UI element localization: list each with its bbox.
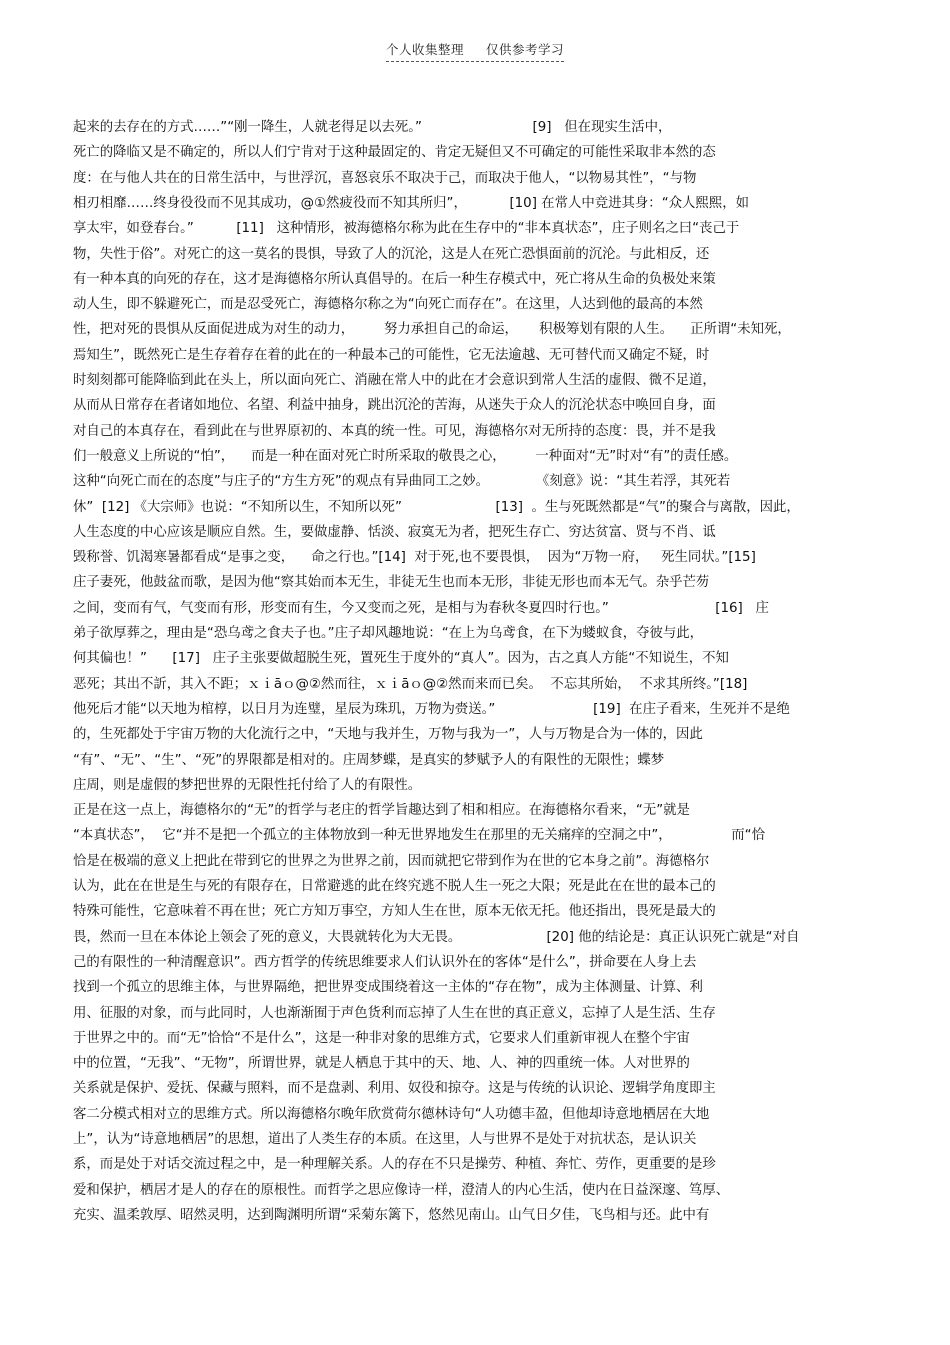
text-line: 上”，认为“诗意地栖居”的思想，道出了人类生存的本质。在这里，人与世界不是处于对抗状态，是认识关 [73, 1132, 697, 1147]
text-line: 人生态度的中心应该是顺应自然。生，要做虚静、恬淡、寂寞无为者，把死生存亡、穷达贫富、贤与不肖、诋 [73, 524, 716, 540]
text-line: 休” [12] 《大宗师》也说：“不知所以生，不知所以死” [13] 。生与死既然都是“气”的聚合与离散，因此， [73, 499, 800, 515]
text-line: 庄周，则是虚假的梦把世界的无限性托付给了人的有限性。 [73, 777, 422, 793]
text-line: 时刻刻都可能降临到此在头上，所以面向死亡、消融在常人中的此在才会意识到常人生活的虚假、微不足道， [73, 373, 716, 388]
text-line: 物，失性于俗”。对死亡的这一莫名的畏惧，导致了人的沉沦，这是人在死亡恐惧面前的沉沦。与此相反，还 [73, 246, 710, 262]
header-left-text: 个人收集整理 [385, 42, 464, 57]
text-line: 他死后才能“以天地为棺椁，以日月为连璧，星辰为珠玑，万物为赍送。” [19] 在庄子看来，生死并不是绝 [73, 701, 790, 717]
text-line: 们一般意义上所说的“怕”， 而是一种在面对死亡时所采取的敬畏之心， 一种面对“无”时对“有”的责任感。 [73, 448, 738, 464]
text-line: “本真状态”， 它“并不是把一个孤立的主体物放到一种无世界地发生在那里的无关痛痒的空洞之中”， 而“恰 [73, 828, 765, 844]
text-line: 对自己的本真存在，看到此在与世界原初的、本真的统一性。可见，海德格尔对无所持的态度：畏，并不是我 [73, 423, 716, 439]
text-line: 有一种本真的向死的存在，这才是海德格尔所认真倡导的。在后一种生存模式中，死亡将从生命的负极处来策 [73, 271, 716, 287]
text-line: 客二分模式相对立的思维方式。所以海德格尔晚年欣赏荷尔德林诗句“人功德丰盈，但他却诗意地栖居在大地 [73, 1106, 710, 1122]
text-line: 度：在与他人共在的日常生活中，与世浮沉，喜怒哀乐不取决于己，而取决于他人，“以物易其性”，“与物 [73, 170, 697, 186]
text-line: 起来的去存在的方式……”“刚一降生，人就老得足以去死。” [9] 但在现实生活中， [73, 120, 672, 135]
text-line: “有”、“无”、“生”、“死”的界限都是相对的。庄周梦蝶，是真实的梦赋予人的有限性的无限性；蝶梦 [73, 752, 665, 768]
text-line: 于世界之中的。而“无”恰恰“不是什么”，这是一种非对象的思维方式，它要求人们重新审视人在整个宇宙 [73, 1030, 690, 1046]
text-line: 这种“向死亡而在的态度”与庄子的“方生方死”的观点有异曲同工之妙。 《刻意》说：“其生若浮，其死若 [73, 474, 731, 490]
text-line: 何其偏也！” [17] 庄子主张要做超脱生死，置死生于度外的“真人”。因为，古之真人方能“不知说生，不知 [73, 651, 729, 667]
text-line: 享太牢，如登春台。” [11] 这种情形，被海德格尔称为此在生存中的“非本真状态”，庄子则名之曰“丧己于 [73, 221, 740, 237]
text-line: 找到一个孤立的思维主体，与世界隔绝，把世界变成围绕着这一主体的“存在物”，成为主体测量、计算、利 [73, 980, 703, 996]
text-line: 之间，变而有气，气变而有形，形变而有生，今又变而之死，是相与为春秋冬夏四时行也。” [16] 庄 [73, 600, 769, 616]
text-line: 动人生，即不躲避死亡，而是忍受死亡，海德格尔称之为“向死亡而存在”。在这里，人达到他的最高的本然 [73, 297, 703, 313]
text-line: 关系就是保护、爱抚、保藏与照料，而不是盘剥、利用、奴役和掠夺。这是与传统的认识论、逻辑学角度即主 [73, 1081, 716, 1097]
text-line: 充实、温柔敦厚、昭然灵明，达到陶渊明所谓“采菊东篱下，悠然见南山。山气日夕佳，飞鸟相与还。此中有 [73, 1207, 710, 1223]
text-line: 死亡的降临又是不确定的，所以人们宁肯对于这种最固定的、肯定无疑但又不可确定的可能性采取非本然的态 [73, 145, 716, 161]
text-line: 中的位置，“无我”、“无物”，所谓世界，就是人栖息于其中的天、地、人、神的四重统一体。人对世界的 [73, 1056, 690, 1072]
text-line: 恰是在极端的意义上把此在带到它的世界之为世界之前，因而就把它带到作为在世的它本身之前”。海德格尔 [73, 853, 710, 869]
text-line: 正是在这一点上，海德格尔的“无”的哲学与老庄的哲学旨趣达到了相和相应。在海德格尔看来，“无”就是 [73, 803, 690, 819]
text-line: 弟子欲厚葬之，理由是“恐乌鸢之食夫子也。”庄子却风趣地说：“在上为乌鸢食，在下为蝼蚁食，夺彼与此， [73, 626, 704, 641]
text-line: 用、征服的对象，而与此同时，人也渐渐囿于声色货利而忘掉了人生在世的真正意义，忘掉了人是生活、生存 [73, 1005, 716, 1021]
text-line: 焉知生”，既然死亡是生存着存在着的此在的一种最本己的可能性，它无法逾越、无可替代而又确定不疑，时 [73, 347, 710, 363]
text-line: 恶死；其出不訢，其入不距；ｘｉāｏ@②然而往，ｘｉāｏ@②然而来而已矣。 不忘其所始， 不求其所终。”[18] [73, 676, 748, 692]
text-line: 己的有限性的一种清醒意识”。西方哲学的传统思维要求人们认识外在的客体“是什么”，拼命要在人身上去 [73, 954, 697, 970]
text-line: 庄子妻死，他鼓盆而歌，是因为他“察其始而本无生，非徒无生也而本无形，非徒无形也而本无气。杂乎芒芴 [73, 575, 710, 591]
text-line: 从而从日常存在者诸如地位、名望、利益中抽身，跳出沉沦的苦海，从迷失于众人的沉沦状态中唤回自身，面 [73, 398, 716, 414]
text-line: 性，把对死的畏惧从反面促进成为对生的动力， 努力承担自己的命运， 积极筹划有限的人生。 正所谓“未知死， [73, 322, 791, 338]
text-line: 的，生死都处于宇宙万物的大化流行之中，“天地与我并生，万物与我为一”，人与万物是合为一体的，因此 [73, 727, 703, 743]
text-line: 畏，然而一旦在本体论上领会了死的意义，大畏就转化为大无畏。 [20] 他的结论是：真正认识死亡就是“对自 [73, 929, 800, 945]
text-line: 认为，此在在世是生与死的有限存在，日常避逃的此在终究逃不脱人生一死之大限；死是此在在世的最本己的 [73, 879, 716, 894]
text-line: 毁称誉、饥渴寒暑都看成“是事之变， 命之行也。”[14] 对于死,也不要畏惧， 因为“万物一府， 死生同状。”[15] [73, 550, 756, 566]
header-right-text: 仅供参考学习 [486, 42, 565, 57]
text-line: 特殊可能性，它意味着不再在世；死亡方知万事空，方知人生在世，原本无依无托。他还指出，畏死是最大的 [73, 904, 716, 920]
text-line: 相刃相靡……终身役役而不见其成功，@①然疲役而不知其所归”， [10] 在常人中竞进其身：“众人熙熙，如 [73, 195, 749, 211]
text-line: 系，而是处于对话交流过程之中，是一种理解关系。人的存在不只是操劳、种植、奔忙、劳作，更重要的是珍 [73, 1157, 716, 1173]
text-line: 爱和保护，栖居才是人的存在的原根性。而哲学之思应像诗一样，澄清人的内心生活，使内在日益深邃、笃厚、 [73, 1182, 730, 1198]
